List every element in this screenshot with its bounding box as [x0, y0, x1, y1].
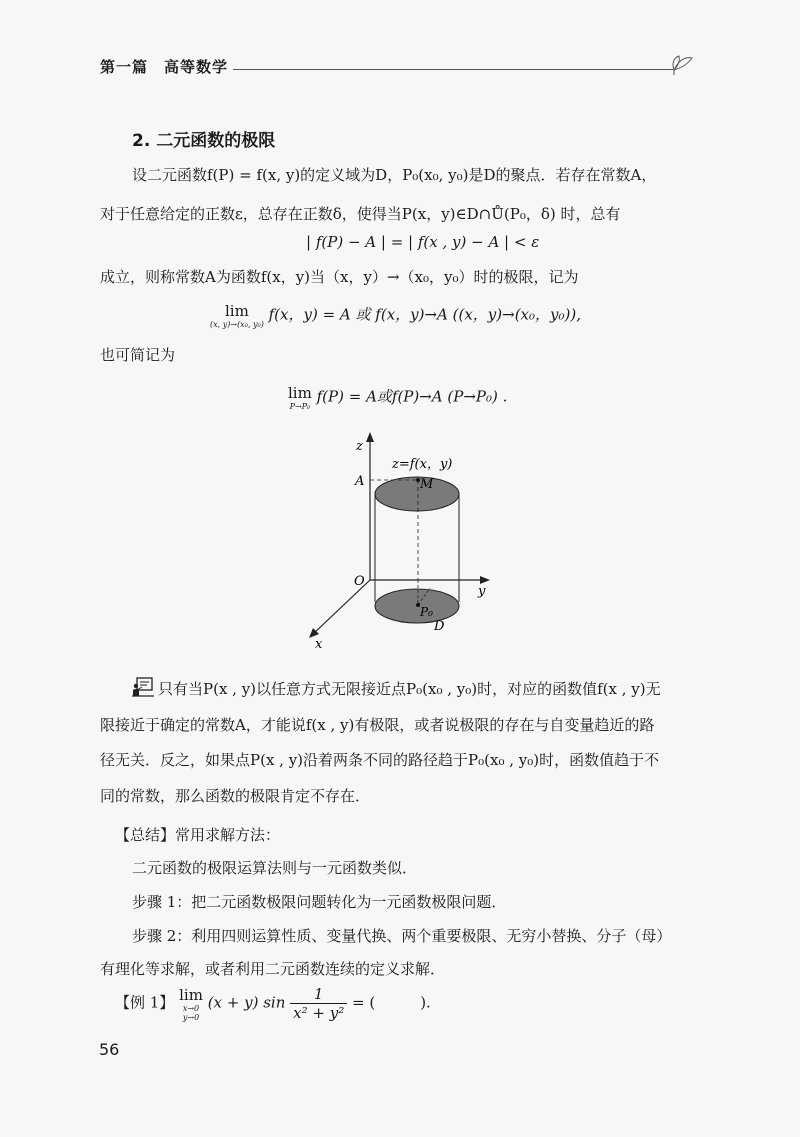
- limit-formula-short: [288, 384, 507, 411]
- definition-line-1: 设二元函数f(P) = f(x, y)的定义域为D，P₀(x₀, y₀)是D的聚点．若存在常数A，: [132, 166, 657, 184]
- header-title: 第一篇 高等数学: [100, 58, 229, 76]
- teacher-board-icon: [132, 677, 154, 697]
- shorthand-intro: 也可简记为: [100, 346, 176, 364]
- example-expression: (x + y) sin: [207, 993, 286, 1012]
- example-answer-blank: = ( ).: [352, 993, 431, 1012]
- summary-line-1: 二元函数的极限运算法则与一元函数类似．: [132, 859, 418, 877]
- leaf-ornament-icon: [670, 52, 700, 76]
- note-line-2: 限接近于确定的常数A，才能说f(x , y)有极限，或者说极限的存在与自变量趋近的路: [100, 716, 655, 734]
- summary-step-1: 步骤 1：把二元函数极限问题转化为一元函数极限问题．: [132, 893, 507, 911]
- limit-cylinder-figure: [300, 430, 500, 650]
- section-title: 2. 二元函数的极限: [132, 131, 276, 151]
- epsilon-condition-formula: | f(P) − A | = | f(x , y) − A | < ε: [306, 233, 540, 251]
- p0-point-label: P₀: [420, 605, 433, 619]
- y-axis-arrow-icon: [480, 576, 490, 584]
- example-fraction: $\frac{1}{\text{x² + y²}}$: [290, 985, 347, 1022]
- header-rule: [233, 69, 673, 70]
- z-axis-arrow-icon: [366, 432, 374, 442]
- summary-title: 【总结】常用求解方法：: [115, 826, 281, 844]
- surface-top-ellipse: [375, 477, 459, 511]
- x-axis-label: x: [315, 637, 323, 650]
- page-number: 56: [99, 1040, 120, 1059]
- limit-formula-full: [210, 302, 581, 329]
- limit-operator-short: lim P→P₀: [288, 384, 312, 411]
- summary-step-2-line-2: 有理化等求解，或者利用二元函数连续的定义求解．: [100, 960, 446, 978]
- example-1: [115, 985, 431, 1022]
- z-axis-label: z: [356, 439, 363, 454]
- summary-step-2-line-1: 步骤 2：利用四则运算性质、变量代换、两个重要极限、无穷小替换、分子（母）: [132, 927, 672, 945]
- note-line-4: 同的常数，那么函数的极限肯定不存在．: [100, 787, 371, 805]
- a-value-label: A: [355, 474, 365, 489]
- definition-line-2: 对于任意给定的正数ε，总存在正数δ，使得当P(x，y)∈D∩Ů(P₀，δ) 时，总有: [100, 205, 621, 223]
- note-line-1: 只有当P(x , y)以任意方式无限接近点P₀(x₀ , y₀)时，对应的函数值f(x , y)无: [158, 680, 661, 698]
- note-line-3: 径无关．反之，如果点P(x , y)沿着两条不同的路径趋于P₀(x₀ , y₀)时，函数值趋于不: [100, 751, 660, 769]
- m-point-label: M: [420, 477, 434, 492]
- definition-line-3: 成立，则称常数A为函数f(x，y)当（x，y）→（x₀，y₀）时的极限，记为: [100, 268, 579, 286]
- d-region-label: D: [434, 619, 445, 634]
- page-header: [100, 52, 700, 82]
- y-axis-label: y: [478, 584, 486, 599]
- example-label: 【例 1】: [115, 993, 175, 1012]
- example-limit-operator: lim x→0 y→0: [179, 985, 203, 1022]
- limit-expression-short: f(P) = A或f(P)→A (P→P₀) .: [316, 387, 508, 406]
- surface-function-label: z=f(x，y): [392, 457, 453, 472]
- limit-expression: f(x，y) = A 或 f(x，y)→A ((x，y)→(x₀，y₀)),: [268, 305, 581, 324]
- limit-operator: lim (x, y)→(x₀, y₀): [210, 302, 264, 329]
- origin-label: O: [354, 574, 365, 589]
